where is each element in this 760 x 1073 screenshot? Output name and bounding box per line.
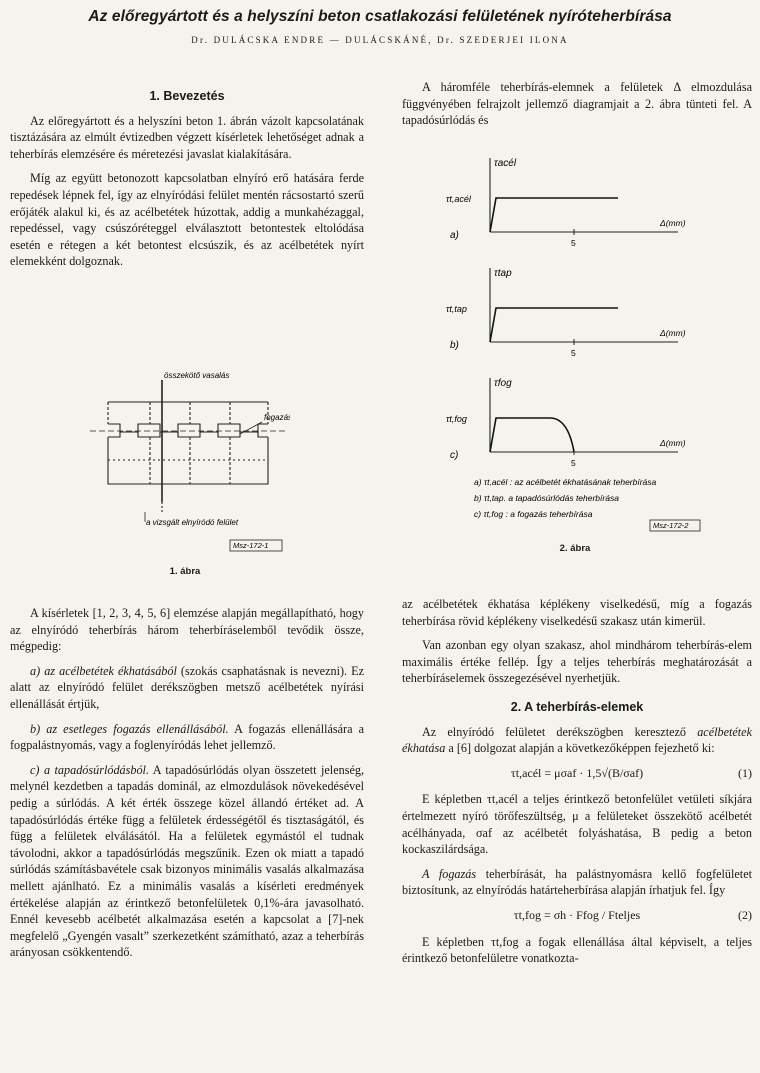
level-label: τt,acél — [446, 194, 471, 204]
x-tick-label: 5 — [571, 348, 576, 358]
equation-1 — [402, 765, 752, 782]
paragraph: E képletben τt,acél a teljes érintkező betonfelület vetületi síkjára értelmezett nyíró törőfeszültség, μ a felületeket összekötő acélbetét acélhányada, σaf az acélbetét folyáshatása, B pedig a beton kockaszilárdsága. — [402, 792, 752, 857]
figure-2 — [438, 150, 738, 560]
legend-entry: c) τt,fog : a fogazás teherbírása — [474, 509, 593, 519]
legend-entry: a) τt,acél : az acélbetét ékhatásának teherbírása — [474, 477, 657, 487]
x-tick-label: 5 — [571, 458, 576, 468]
fig1-stamp: Msz-172-1 — [233, 541, 269, 550]
item-c — [10, 762, 364, 961]
right-column-bottom — [402, 596, 752, 975]
item-b-text: A fogazás ellenállására a fogpalástnyomás, vagy a foglenyíródás lehet jellemző. — [10, 721, 364, 753]
item-b-label: b) az esetleges fogazás ellenállásából. — [30, 721, 229, 736]
x-axis-label: Δ(mm) — [660, 438, 686, 448]
item-a — [10, 663, 364, 713]
paragraph: Míg az együtt betonozott kapcsolatban elnyíró erő hatására ferde repedések lépnek fel, így az elnyíródási felület mentén rácsostartó szerű erőjáték alakul ki, és az acélbetétek húzottak, addig a munkahézaggal, repedéssel, vagy csúszóréteggel elválasztott betontestek eltolódása esetén e rétegen a két betontest elcsúszik, és az acélbetétek nyírt elemekként dolgoznak. — [10, 171, 364, 269]
legend-entry: b) τt,tap. a tapadósúrlódás teherbírása — [474, 493, 619, 503]
text-span: teherbírását, ha palástnyomásra kellő fogfelületet biztosítunk, az elnyíródás határteherbírása alapján írhatjuk fel. Így — [402, 866, 752, 898]
text-italic: acélbetétek ékhatása — [402, 724, 752, 756]
equation-1-body: τt,acél = μσaf · 1,5√(B/σaf) — [510, 765, 644, 780]
left-column-top — [10, 88, 364, 278]
paragraph: Van azonban egy olyan szakasz, ahol mindhárom teherbírás-elem maximális értéke fellép. Így a teljes teherbírás meghatározását a teherbíráselemek összegezésével nyerhetjük. — [402, 638, 752, 686]
x-axis-label: Δ(mm) — [660, 328, 686, 338]
authors: Dr. DULÁCSKA ENDRE — DULÁCSKÁNÉ, Dr. SZEDERJEI ILONA — [191, 35, 569, 45]
paragraph: az acélbetétek ékhatása képlékeny viselkedésű, míg a fogazás teherbírása rövid képlékeny viselkedésű szakasz után kimerül. — [402, 597, 752, 628]
paragraph: A háromféle teherbírás-elemnek a felületek Δ elmozdulása függvényében felrajzolt jellemző diagramjait a 2. ábra tünteti fel. A tapadósúrlódás és — [402, 80, 752, 128]
figure-2-caption: 2. ábra — [559, 543, 591, 554]
paragraph — [402, 724, 752, 757]
figure-1 — [90, 362, 290, 582]
item-a-label: a) az acélbetétek ékhatásából — [30, 663, 177, 678]
y-axis-label: τacél — [494, 158, 517, 169]
fig1-label-top: összekötő vasalás — [164, 371, 230, 380]
paragraph: A kísérletek [1, 2, 3, 4, 5, 6] elemzése alapján megállapítható, hogy az elnyíródó teherbírás három teherbíráselemből tevődik össze, mégpedig: — [10, 606, 364, 654]
y-axis-label: τtap — [494, 268, 512, 279]
series-line — [490, 418, 574, 452]
series-line — [490, 308, 618, 342]
panel-tag: b) — [450, 340, 459, 351]
item-a-text: (szokás csaphatásnak is nevezni). Ez alatt az elnyíródó felület derékszögben metsző acélbetétek nyírási ellenállását értjük, — [10, 663, 364, 711]
section-heading-1: 1. Bevezetés — [149, 89, 225, 103]
figure-1-drawing — [90, 362, 290, 582]
paragraph: E képletben τt,fog a fogak ellenállása által képviselt, a teljes érintkező betonfelületre vonatkozta- — [402, 934, 752, 966]
paragraph — [402, 866, 752, 899]
figure-1-caption: 1. ábra — [169, 566, 201, 577]
item-c-text: A tapadósúrlódás olyan összetett jelenség, melynél kezdetben a tapadás dominál, az elmozdulások növekedésével pedig a súrlódás. A két érték összege közel állandó értéket ad. A tapadósúrlódás értéke függ a felületek érdességétől és tisztaságától, és függ a felületek elválásától. Ha a felületek egymástól el tudnak távolodni, akkor a tapadósúrlódás megszűnik. Ezen ok miatt a tapadó súrlódás számításbavétele csak bizonyos minimális vasalás alkalmazása mellett ajánlható. Ez a minimális vasalás a kísérleti eredmények értékelése alapján az érintkező betonfelületek 0,1%-ára javasolható. Ennél kevesebb acélbetét alkalmazása esetén a kapcsolat a [7]-nek megfelelő „Gyengén vasalt” szerkezetként számítható, azaz a teherbírás arányosan csökkentendő. — [10, 762, 364, 960]
section-heading-2: 2. A teherbírás-elemek — [510, 699, 644, 714]
fig1-label-right: fogazás — [264, 413, 290, 422]
level-label: τt,tap — [446, 304, 467, 314]
text-italic: A fogazás — [422, 866, 477, 881]
figure-2-stamp: Msz-172-2 — [653, 521, 689, 530]
paragraph: Az előregyártott és a helyszíni beton 1. ábrán vázolt kapcsolatának tisztázására az elmúlt évtizedben végzett kísérletek lehetőséget adnak a teherbírás elemzésére és méretezési javaslat kialakítására. — [10, 113, 364, 161]
equation-1-number: (1) — [738, 765, 752, 780]
page-title: Az előregyártott és a helyszíni beton csatlakozási felületének nyíróteherbírása — [88, 8, 672, 25]
fig1-label-bottom: a vizsgált elnyíródó felület — [146, 518, 239, 527]
right-column-top — [402, 79, 752, 137]
level-label: τt,fog — [446, 414, 467, 424]
item-b — [10, 721, 364, 754]
series-line — [490, 198, 618, 232]
item-c-label: c) a tapadósúrlódásból. — [30, 762, 149, 777]
x-axis-label: Δ(mm) — [660, 218, 686, 228]
panel-tag: a) — [450, 230, 459, 241]
equation-2 — [402, 907, 752, 924]
equation-2-body: τt,fog = σh · Ffog / Fteljes — [513, 907, 641, 922]
text-span: Az elnyíródó felületet derékszögben keresztező — [422, 724, 698, 739]
panel-tag: c) — [450, 450, 459, 461]
x-tick-label: 5 — [571, 238, 576, 248]
text-span: a [6] dolgozat alapján a következőképpen fejezhető ki: — [445, 741, 715, 756]
y-axis-label: τfog — [494, 378, 512, 389]
left-column-bottom — [10, 605, 364, 969]
figure-2-drawing — [438, 150, 738, 560]
equation-2-number: (2) — [738, 907, 752, 922]
